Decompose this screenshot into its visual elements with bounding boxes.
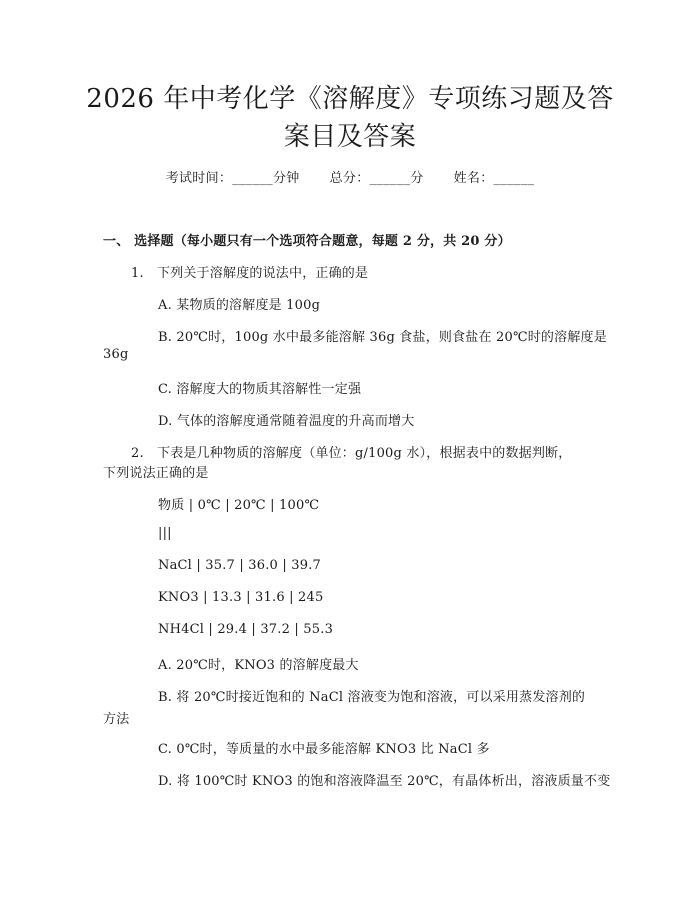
question-2-stem: 2. 下表是几种物质的溶解度（单位：g/100g 水），根据表中的数据判断， <box>131 446 572 461</box>
question-2-option-b-cont: 方法 <box>103 712 130 727</box>
section-heading: 一、 选择题（每小题只有一个选项符合题意，每题 2 分，共 20 分） <box>103 234 511 249</box>
document-title <box>60 80 640 156</box>
title-line-1: 2026 年中考化学《溶解度》专项练习题及答 <box>86 84 614 114</box>
question-2-stem-cont: 下列说法正确的是 <box>103 466 209 481</box>
question-1-option-c: C. 溶解度大的物质其溶解性一定强 <box>158 382 362 397</box>
title-line-2: 案目及答案 <box>283 122 417 152</box>
student-name: 姓名：______ <box>453 171 535 186</box>
question-2-option-a: A. 20℃时，KNO3 的溶解度最大 <box>158 658 359 673</box>
question-1-option-b-cont: 36g <box>103 347 129 362</box>
question-2-option-d: D. 将 100℃时 KNO3 的饱和溶液降温至 20℃，有晶体析出，溶液质量不变 <box>158 774 611 789</box>
question-1-option-b: B. 20℃时，100g 水中最多能溶解 36g 食盐，则食盐在 20℃时的溶解度是 <box>158 330 607 345</box>
question-2-option-b: B. 将 20℃时接近饱和的 NaCl 溶液变为饱和溶液，可以采用蒸发溶剂的 <box>158 690 586 705</box>
solubility-table-row: KNO3 | 13.3 | 31.6 | 245 <box>158 590 324 605</box>
solubility-table-row: NH4Cl | 29.4 | 37.2 | 55.3 <box>158 622 334 637</box>
total-score: 总分：______分 <box>329 171 424 186</box>
solubility-table-separator: ||| <box>158 526 172 541</box>
question-1-stem: 1. 下列关于溶解度的说法中，正确的是 <box>131 266 369 281</box>
solubility-table-header: 物质 | 0℃ | 20℃ | 100℃ <box>158 498 320 513</box>
question-2-option-c: C. 0℃时，等质量的水中最多能溶解 KNO3 比 NaCl 多 <box>158 742 490 757</box>
question-1-option-a: A. 某物质的溶解度是 100g <box>158 298 321 313</box>
exam-meta <box>0 167 700 186</box>
exam-time: 考试时间：______分钟 <box>165 171 300 186</box>
solubility-table-row: NaCl | 35.7 | 36.0 | 39.7 <box>158 558 321 573</box>
question-1-option-d: D. 气体的溶解度通常随着温度的升高而增大 <box>158 414 415 429</box>
